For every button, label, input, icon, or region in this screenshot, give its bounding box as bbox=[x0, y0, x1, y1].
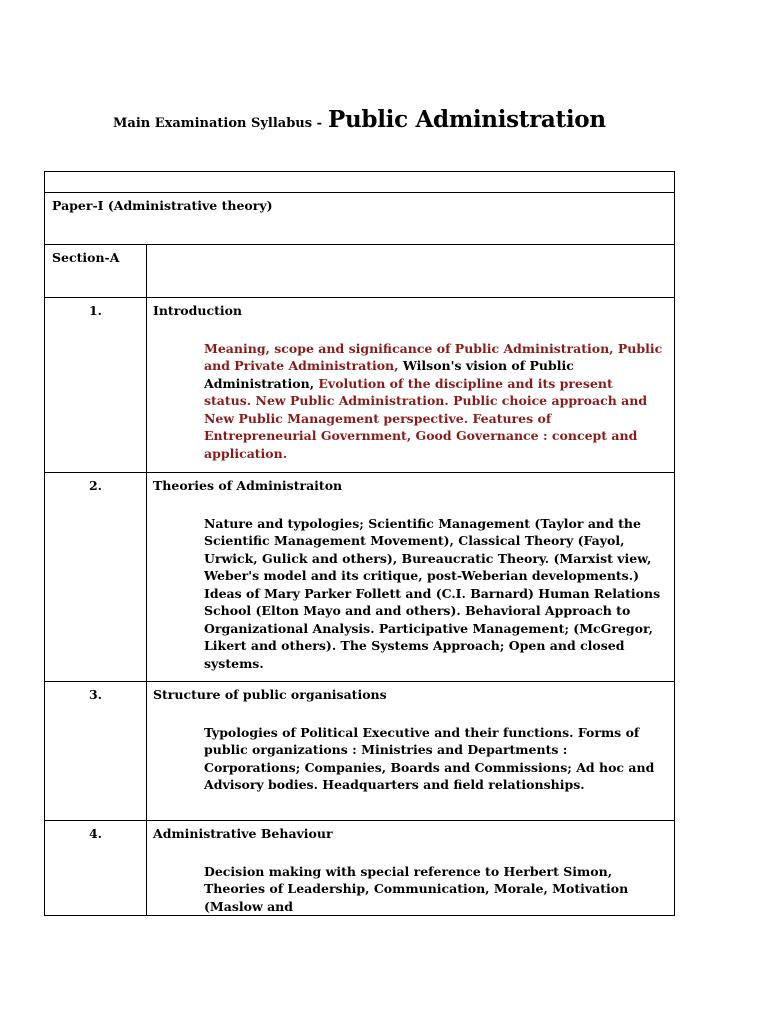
section-row bbox=[45, 245, 675, 298]
subject-title: Public Administration bbox=[328, 106, 606, 133]
row-content bbox=[147, 821, 675, 916]
empty-section-cell bbox=[147, 245, 675, 298]
empty-top-cell bbox=[45, 172, 675, 193]
row-body: Nature and typologies; Scientific Management (Taylor and the Scientific Management Movement), Classical Theory (Fayol, Urwick, Gulick and others), Bureaucratic Theory. (Marxist view, Weber's model and its critique, post-Weberian developments.) Ideas of Mary Parker Follett and (C.I. Barnard) Human Relations School (Elton Mayo and and others). Behavioral Approach to Organizational Analysis. Participative Management; (McGregor, Likert and others). The Systems Approach; Open and closed systems. bbox=[204, 515, 661, 671]
table-row bbox=[45, 473, 675, 682]
row-body-black-part: Wilson's vision of Public Administration, bbox=[204, 358, 574, 391]
row-body bbox=[204, 340, 664, 463]
row-number: 4. bbox=[45, 821, 147, 916]
section-label: Section-A bbox=[45, 245, 147, 298]
table-row bbox=[45, 298, 675, 473]
row-heading: Administrative Behaviour bbox=[153, 826, 333, 841]
syllabus-subtitle: Main Examination Syllabus - bbox=[113, 116, 322, 131]
row-heading: Theories of Administraiton bbox=[153, 478, 343, 493]
row-content bbox=[147, 473, 675, 682]
row-heading: Introduction bbox=[153, 303, 243, 318]
row-number: 1. bbox=[45, 298, 147, 473]
table-top-row bbox=[45, 172, 675, 193]
row-body: Typologies of Political Executive and their functions. Forms of public organizations : Ministries and Departments : Corporations; Companies, Boards and Commissions; Ad hoc and Advisory bodies. Headquarters and field relationships. bbox=[204, 724, 655, 792]
paper-row bbox=[45, 193, 675, 245]
paper-title: Paper-I (Administrative theory) bbox=[45, 193, 675, 245]
row-body-red-part-2: Evolution of the discipline and its present status. New Public Administration. Public choice approach and New Public Management perspective. Features of Entrepreneurial Government, Good Governance : concept and application. bbox=[204, 375, 648, 461]
row-body: Decision making with special reference to Herbert Simon, Theories of Leadership, Communication, Morale, Motivation (Maslow and bbox=[204, 863, 629, 914]
page-title bbox=[113, 106, 606, 133]
table-row bbox=[45, 682, 675, 821]
row-content bbox=[147, 682, 675, 821]
row-body-red-part-1: Meaning, scope and significance of Public Administration, Public and Private Administration, bbox=[204, 340, 663, 373]
row-heading: Structure of public organisations bbox=[153, 687, 387, 702]
table-row bbox=[45, 821, 675, 916]
row-content bbox=[147, 298, 675, 473]
syllabus-table bbox=[44, 171, 675, 916]
row-number: 3. bbox=[45, 682, 147, 821]
row-number: 2. bbox=[45, 473, 147, 682]
